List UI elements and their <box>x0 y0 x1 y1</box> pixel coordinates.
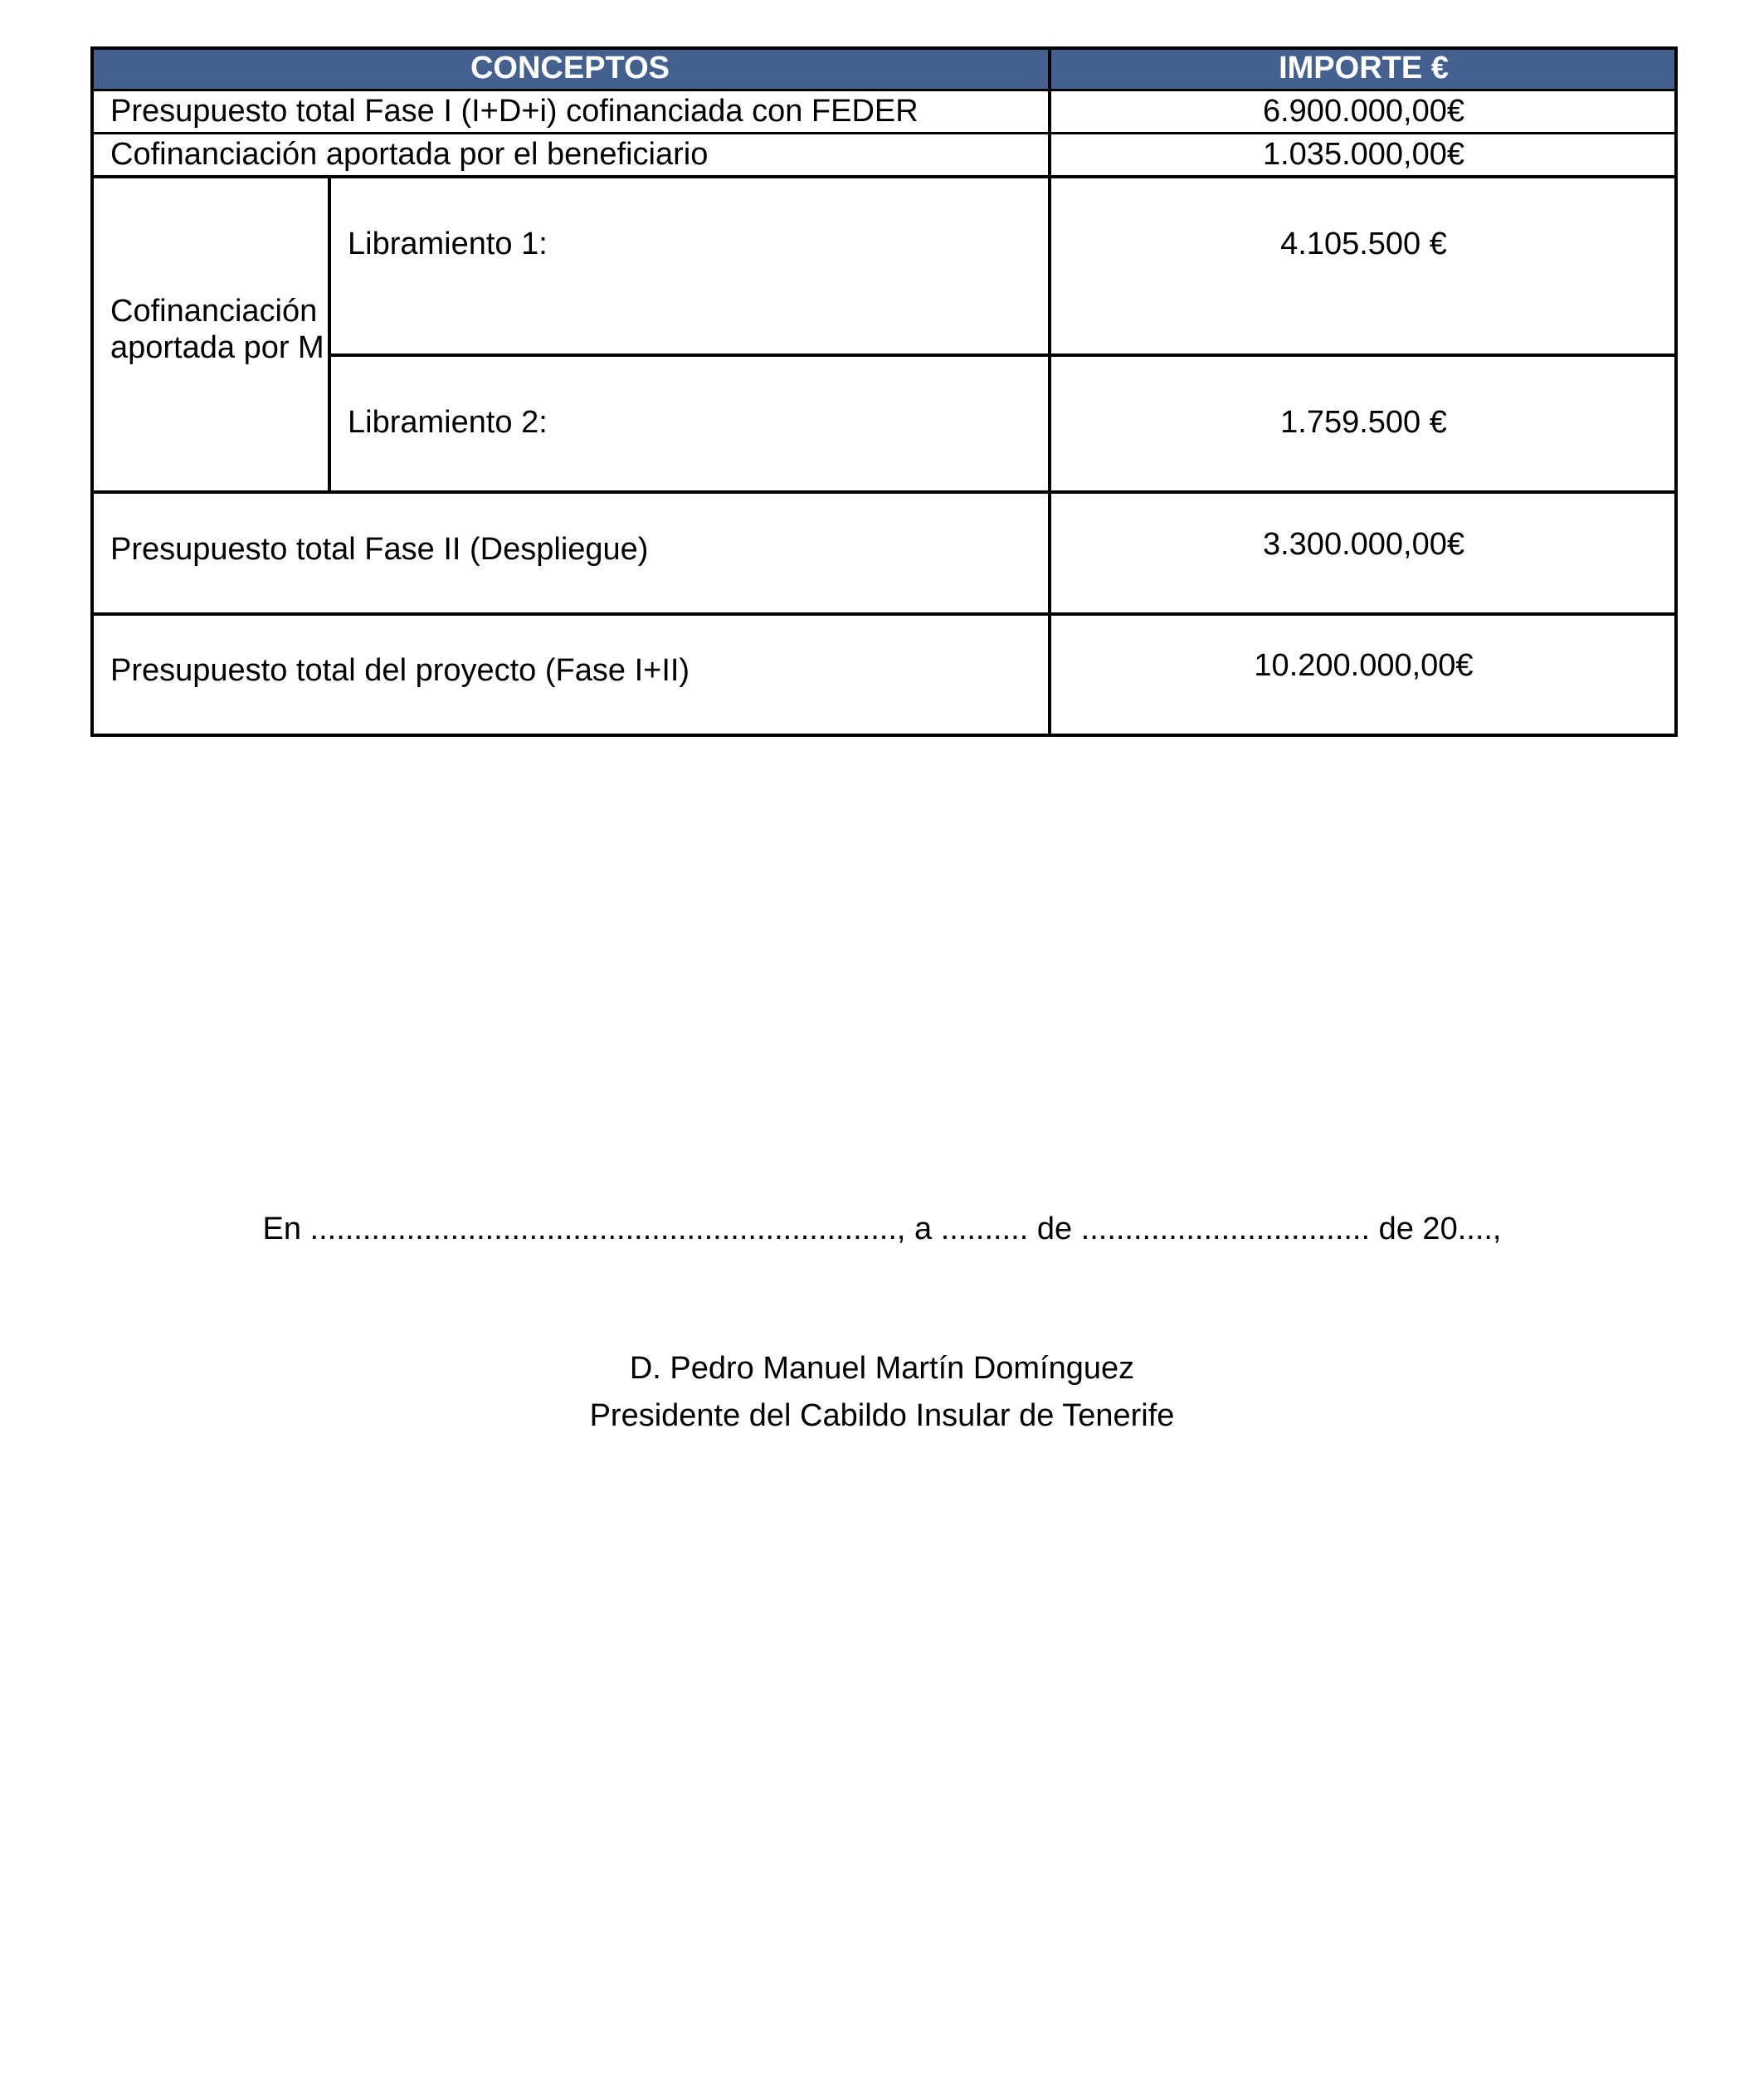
row-total-concept: Presupuesto total del proyecto (Fase I+II) <box>110 653 690 688</box>
signer-title: Presidente del Cabildo Insular de Tenerife <box>589 1398 1175 1433</box>
budget-table <box>90 46 1678 737</box>
table-border-bottom <box>90 734 1678 737</box>
libramiento-1-amount: 4.105.500 € <box>1280 227 1447 261</box>
row-beneficiary-concept: Cofinanciación aportada por el beneficiario <box>110 137 709 172</box>
row-beneficiary-amount: 1.035.000,00€ <box>1262 137 1464 172</box>
table-border-right <box>1674 46 1678 737</box>
row-divider <box>90 132 1678 134</box>
row-divider <box>90 612 1678 616</box>
group-divider <box>328 175 331 492</box>
row-divider <box>328 354 1678 357</box>
row-divider <box>90 89 1678 91</box>
libramiento-1-label: Libramiento 1: <box>348 227 548 261</box>
group-label-line2: aportada por M <box>110 330 324 365</box>
column-divider <box>1048 46 1051 737</box>
table-border-left <box>90 46 94 737</box>
group-label <box>90 293 328 376</box>
row-divider <box>90 490 1678 494</box>
row-phase1-concept: Presupuesto total Fase I (I+D+i) cofinanciada con FEDER <box>110 94 919 129</box>
row-phase2-concept: Presupuesto total Fase II (Despliegue) <box>110 532 649 567</box>
row-phase2-amount: 3.300.000,00€ <box>1262 527 1464 562</box>
header-concepts: CONCEPTOS <box>90 46 1050 90</box>
libramiento-2-label: Libramiento 2: <box>348 405 548 440</box>
signer-name: D. Pedro Manuel Martín Domínguez <box>629 1351 1135 1386</box>
row-phase1-amount: 6.900.000,00€ <box>1262 94 1464 129</box>
group-label-line1: Cofinanciación <box>110 294 318 329</box>
header-amount: IMPORTE € <box>1050 46 1678 90</box>
libramiento-2-amount: 1.759.500 € <box>1280 405 1447 440</box>
place-date-line: En ..................................................................., a .......... de ................................. de 20...., <box>262 1212 1502 1246</box>
row-total-amount: 10.200.000,00€ <box>1254 648 1474 683</box>
table-border-top <box>90 46 1678 50</box>
